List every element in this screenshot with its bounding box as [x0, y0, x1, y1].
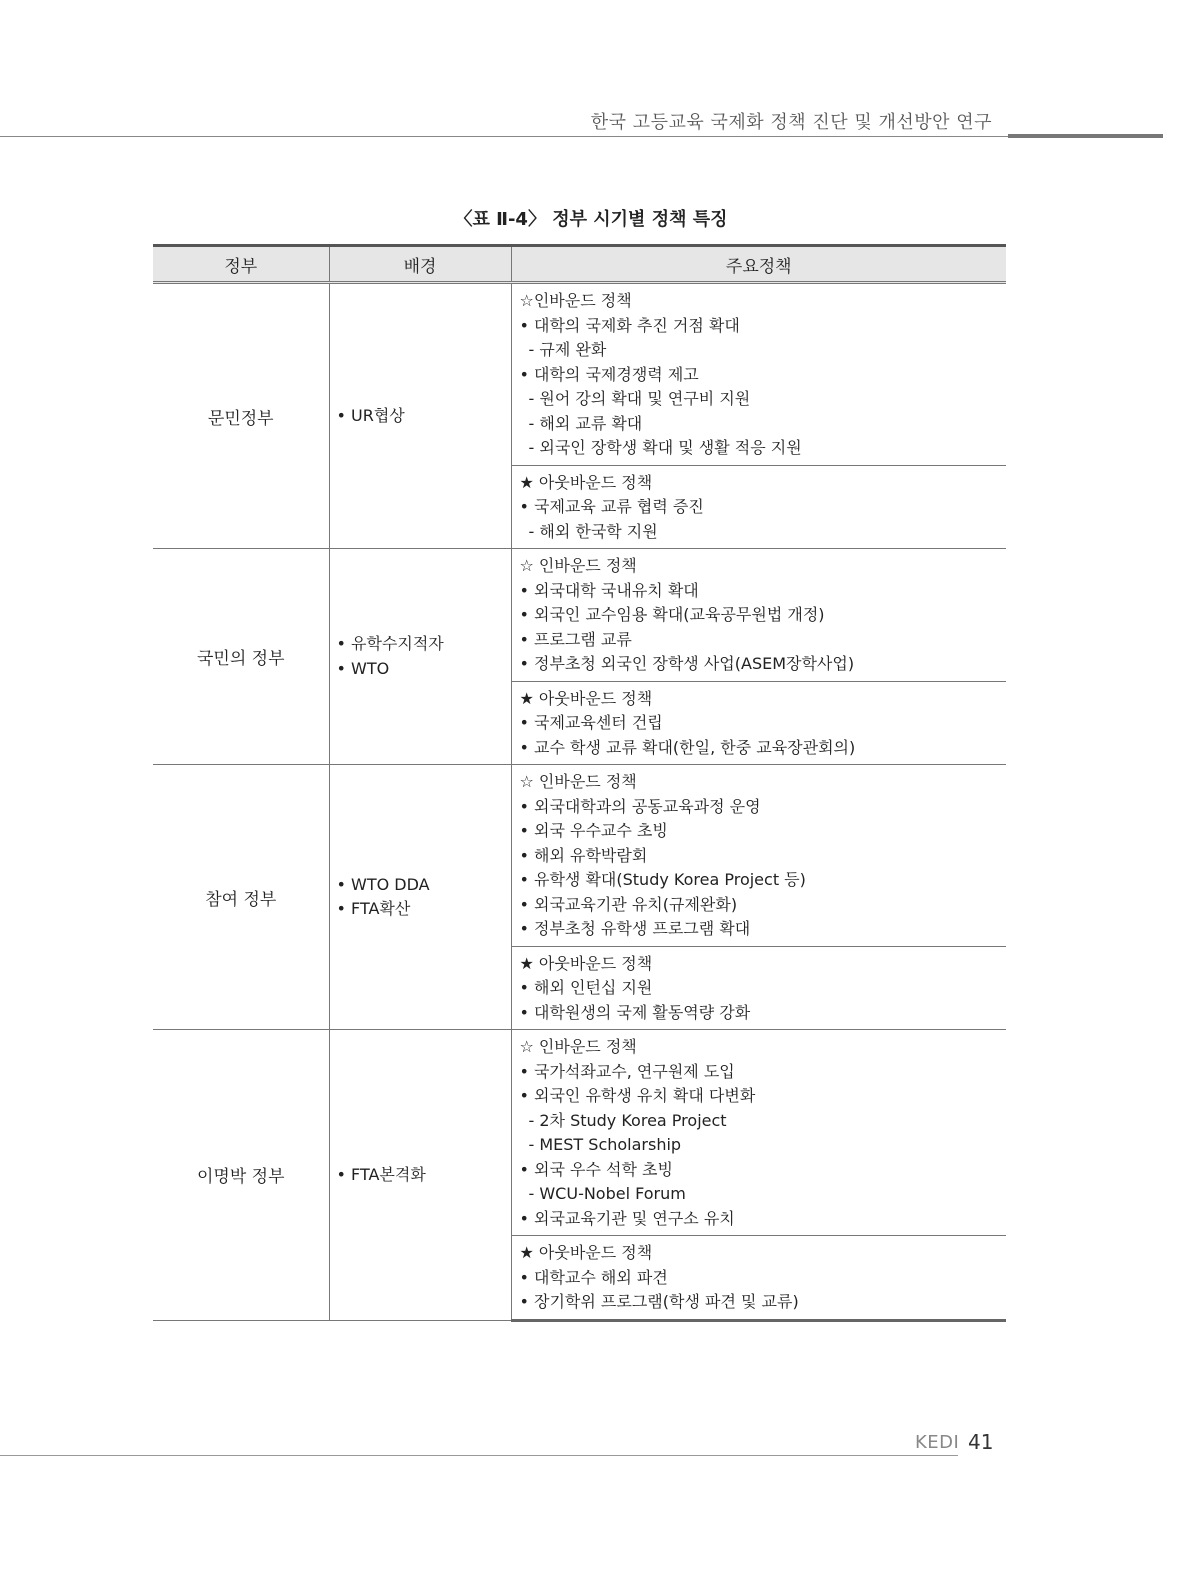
- policy-heading: ☆인바운드 정책: [519, 291, 632, 310]
- table-row: [153, 1030, 1006, 1236]
- policy-heading: ☆ 인바운드 정책: [519, 772, 637, 791]
- outbound-policy-cell: [511, 946, 1006, 1030]
- policy-item: • 해외 인턴십 지원: [519, 978, 653, 997]
- policy-item: • 외국 우수교수 초빙: [519, 821, 668, 840]
- policy-item: • 프로그램 교류: [519, 629, 632, 649]
- policy-item: • 국제교육센터 건립: [519, 713, 663, 732]
- running-header: 한국 고등교육 국제화 정책 진단 및 개선방안 연구: [590, 112, 992, 133]
- outbound-policy-cell: [511, 681, 1006, 765]
- policy-item: • 대학의 국제화 추진 거점 확대: [519, 315, 740, 335]
- background-cell: [329, 1030, 511, 1321]
- table-header-row: [153, 246, 1006, 283]
- background-item: • FTA본격화: [336, 1164, 426, 1184]
- background-cell: [329, 765, 511, 1030]
- inbound-policy-cell: [511, 549, 1006, 682]
- policy-item: • 외국교육기관 및 연구소 유치: [519, 1208, 735, 1228]
- policy-item: - 해외 교류 확대: [528, 413, 643, 433]
- table-row: [153, 765, 1006, 947]
- policy-item: • 외국인 유학생 유치 확대 다변화: [519, 1086, 756, 1105]
- column-header-policies: 주요정책: [511, 246, 1006, 283]
- policy-item: • 정부초청 유학생 프로그램 확대: [519, 919, 751, 938]
- policy-item: • 장기학위 프로그램(학생 파견 및 교류): [519, 1292, 799, 1311]
- policy-heading: ☆ 인바운드 정책: [519, 556, 637, 575]
- background-cell: [329, 283, 511, 549]
- policy-item: - 외국인 장학생 확대 및 생활 적응 지원: [528, 438, 802, 457]
- table-caption: 〈표 Ⅱ-4〉 정부 시기별 정책 특징: [454, 209, 728, 230]
- background-item: • UR협상: [336, 405, 405, 425]
- page-number: 41: [968, 1430, 994, 1454]
- policy-item: • 외국인 교수임용 확대(교육공무원법 개정): [519, 605, 825, 624]
- government-cell: 문민정부: [153, 283, 329, 549]
- policy-heading: ☆ 인바운드 정책: [519, 1037, 637, 1056]
- inbound-policy-cell: [511, 283, 1006, 466]
- policy-heading: ★ 아웃바운드 정책: [519, 688, 653, 708]
- column-header-government: 정부: [153, 246, 329, 283]
- background-item: • FTA확산: [336, 899, 411, 918]
- policy-item: • 국제교육 교류 협력 증진: [519, 497, 704, 516]
- policy-item: • 대학원생의 국제 활동역량 강화: [519, 1002, 751, 1022]
- policy-item: • 유학생 확대(Study Korea Project 등): [519, 870, 806, 889]
- policy-item: • 외국교육기관 유치(규제완화): [519, 894, 738, 914]
- policy-item: • 대학의 국제경쟁력 제고: [519, 364, 699, 384]
- inbound-policy-cell: [511, 765, 1006, 947]
- background-item: • WTO DDA: [336, 874, 430, 894]
- policy-item: - 해외 한국학 지원: [528, 521, 658, 541]
- outbound-policy-cell: [511, 1236, 1006, 1321]
- table-row: [153, 283, 1006, 466]
- policy-item: - 규제 완화: [528, 340, 607, 359]
- government-cell: 이명박 정부: [153, 1030, 329, 1321]
- footer-publisher: KEDI: [915, 1432, 960, 1453]
- government-cell: 국민의 정부: [153, 549, 329, 765]
- table-row: [153, 549, 1006, 682]
- policy-heading: ★ 아웃바운드 정책: [519, 953, 653, 973]
- policy-item: - 2차 Study Korea Project: [528, 1110, 727, 1130]
- background-item: • 유학수지적자: [336, 634, 444, 653]
- policy-heading: ★ 아웃바운드 정책: [519, 472, 653, 492]
- policy-item: • 정부초청 외국인 장학생 사업(ASEM장학사업): [519, 654, 855, 673]
- inbound-policy-cell: [511, 1030, 1006, 1236]
- policy-item: • 대학교수 해외 파견: [519, 1267, 668, 1287]
- column-header-background: 배경: [329, 246, 511, 283]
- footer-rule: [0, 1455, 958, 1456]
- policy-item: • 외국 우수 석학 초빙: [519, 1159, 673, 1179]
- policy-item: • 해외 유학박람회: [519, 845, 648, 865]
- policy-item: • 교수 학생 교류 확대(한일, 한중 교육장관회의): [519, 737, 856, 757]
- policy-item: - 원어 강의 확대 및 연구비 지원: [528, 389, 751, 408]
- government-cell: 참여 정부: [153, 765, 329, 1030]
- policy-item: - MEST Scholarship: [528, 1135, 682, 1154]
- header-rule-accent: [1008, 134, 1163, 138]
- header-rule: [0, 136, 1008, 137]
- policy-table: [153, 244, 1006, 1322]
- policy-item: • 국가석좌교수, 연구원제 도입: [519, 1061, 735, 1081]
- policy-item: • 외국대학 국내유치 확대: [519, 580, 699, 600]
- outbound-policy-cell: [511, 465, 1006, 549]
- policy-item: • 외국대학과의 공동교육과정 운영: [519, 796, 761, 816]
- background-cell: [329, 549, 511, 765]
- policy-heading: ★ 아웃바운드 정책: [519, 1243, 653, 1262]
- background-item: • WTO: [336, 658, 390, 678]
- policy-item: - WCU-Nobel Forum: [528, 1184, 686, 1203]
